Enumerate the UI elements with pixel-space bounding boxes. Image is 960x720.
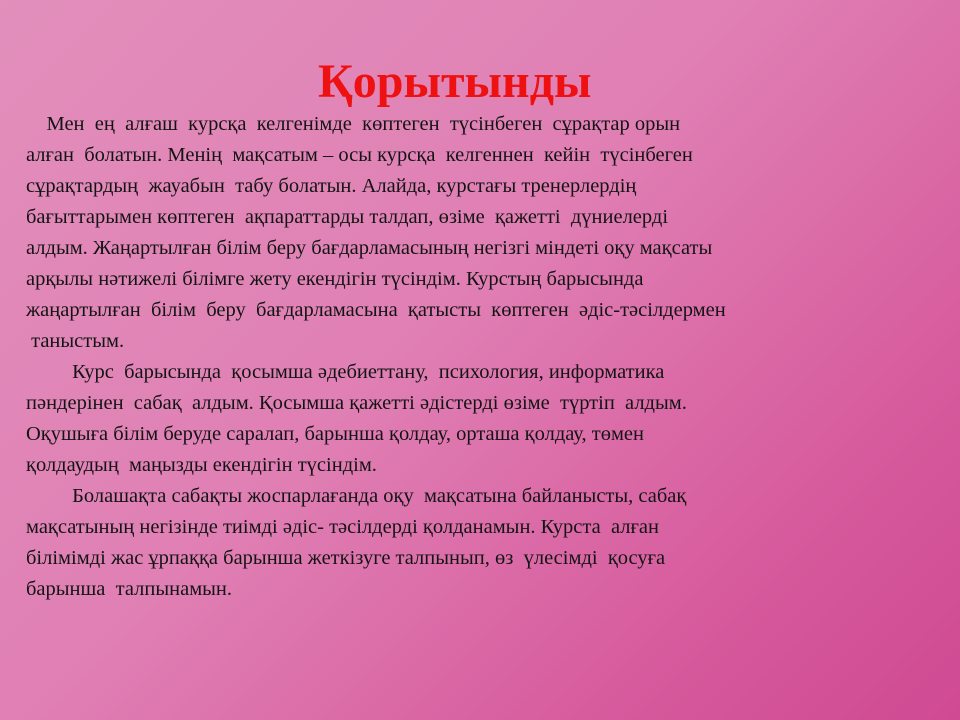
text-line: пәндерінен сабақ алдым. Қосымша қажетті әдістерді өзіме түртіп алдым.	[26, 392, 687, 414]
text-line: таныстым.	[26, 330, 125, 352]
text-line: бағыттарымен көптеген ақпараттарды талдап, өзіме қажетті дүниелерді	[26, 206, 669, 228]
text-line: Мен ең алғаш курсқа келгенімде көптеген түсінбеген сұрақтар орын	[26, 113, 681, 135]
text-line: мақсатының негізінде тиімді әдіс- тәсілдерді қолданамын. Курста алған	[26, 516, 659, 538]
text-line: Оқушыға білім беруде саралап, барынша қолдау, орташа қолдау, төмен	[26, 423, 645, 445]
text-line: жаңартылған білім беру бағдарламасына қатысты көптеген әдіс-тәсілдермен	[26, 299, 726, 321]
text-line: қолдаудың маңызды екендігін түсіндім.	[26, 454, 377, 476]
text-line: білімімді жас ұрпаққа барынша жеткізуге талпынып, өз үлесімді қосуға	[26, 547, 666, 569]
text-line: барынша талпынамын.	[26, 578, 233, 600]
text-line: алған болатын. Менің мақсатым – осы курсқа келгеннен кейін түсінбеген	[26, 144, 693, 166]
text-line: Курс барысында қосымша әдебиеттану, психология, информатика	[26, 361, 665, 383]
text-line: алдым. Жаңартылған білім беру бағдарламасының негізгі міндеті оқу мақсаты	[26, 237, 713, 259]
text-line: Болашақта сабақты жоспарлағанда оқу мақсатына байланысты, сабақ	[26, 485, 687, 507]
text-line: арқылы нәтижелі білімге жету екендігін түсіндім. Курстың барысында	[26, 268, 644, 290]
body-text	[26, 109, 941, 605]
text-line: сұрақтардың жауабын табу болатын. Алайда, курстағы тренерлердің	[26, 175, 637, 197]
slide-title: Қорытынды	[318, 55, 592, 108]
